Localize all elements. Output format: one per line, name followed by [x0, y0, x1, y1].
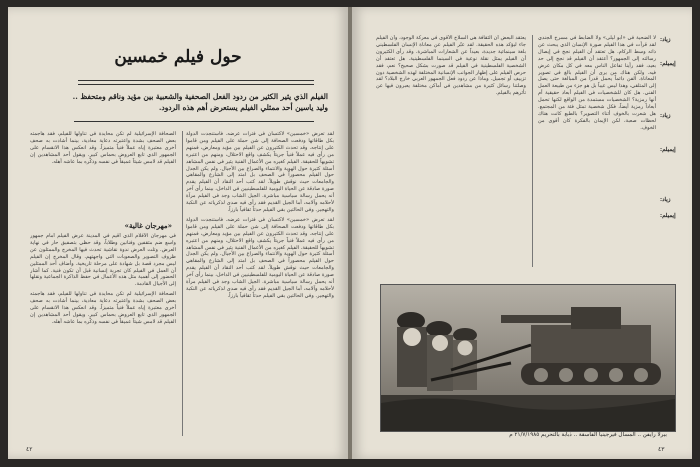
right-page-column-left: يعتقد البعض أن الثقافة هي السلاح الأقوى في معركة الوجود، وأن الفيلم جاء ليؤكد هذه الحقيقة. لقد عبّر الفيلم عن معاناة الإنسان الفلسطيني بلغة سينمائية جديدة، بعيداً عن الشعارات المباشرة. وقد رأى الكثيرون أن الفيلم يمثل نقلة نوعية في السينما الفلسطينية. هل تعتقد أن الشخصية الفلسطينية في الفيلم قد صورت بشكل صحيح؟ نعم، فقد حرص الفيلم على إظهار الجوانب الإنسانية المختلفة لهذه الشخصية دون تزييف أو تجميل. وماذا عن ردود فعل الجمهور العربي خارج البلاد؟ لقد وصلتنا رسائل كثيرة من مشاهدين في أماكن مختلفة يعبرون فيها عن تأثرهم بالفيلم. [376, 35, 526, 97]
left-page [8, 7, 348, 459]
right-page-column-right: لا الضحية في «أبو ليلى» ولا الضابط في مسرح الجندي لقد قرأت في هذا الفيلم صورة الإنسان الذي يبحث عن ذاته وسط الركام. هل تعتقد أن الفيلم نجح في إيصال رسالته إلى الجمهور؟ أعتقد أن الفيلم قد نجح إلى حد بعيد، فقد رأينا تفاعل الناس معه في كل مكان عرض فيه. ولكن هناك من يرى أن الفيلم بالغ في تصوير المعاناة. الفن دائماً يحمل قدراً من المبالغة حتى يصل إلى المتلقي، وهذا ليس عيباً بل هو جزء من طبيعة العمل الفني. هل كان للشخصيات في الفيلم أبعاد حقيقية أم أنها رمزية؟ الشخصيات مستمدة من الواقع لكنها تحمل أبعاداً رمزية أيضاً، فكل شخصية تمثل فئة من المجتمع. هل شعرت بالخوف أثناء التصوير؟ بالطبع كانت هناك لحظات صعبة، لكن الإيمان بالفكرة كان أقوى من الخوف. [538, 35, 656, 131]
left-page-column-left-top: الصحافة الإسرائيلية لم تكن محايدة في تناولها للفيلم، فقد هاجمته بعض الصحف بشدة واعتبرته دعاية معادية، بينما أشادت به صحف أخرى معتبرة إياه عملاً فنياً متميزاً. وقد انعكس هذا الانقسام على الجمهور الذي تابع العروض بحماس كبير. ويقول أحد المشاهدين إن الفيلم قد لامس شيئاً عميقاً في نفسه وذكّره بما عاشه أهله. [30, 131, 176, 165]
film-still-photo [380, 284, 676, 432]
section-subhead: «مهرجان غالية» [124, 221, 172, 230]
column-divider [182, 131, 183, 436]
right-page [352, 7, 692, 459]
article-intro: الفيلم الذي يثير الكثير من ردود الفعل الصحفية والشعبية بين مؤيد وناقم ومتحفظ .. وليد ياسين أحد ممثلي الفيلم يستعرض أهم هذه الردود. [72, 92, 328, 112]
photo-caption: بيرلا رايفن .. المسال فيرجينيا الفاسقة .. ذبابة بالتحريم ٢١/٧/١٩٨٥ م [509, 432, 667, 438]
intro-rule [74, 121, 314, 122]
column-divider [532, 35, 533, 267]
film-still-illustration [381, 285, 675, 431]
speaker-label: إيميلم: [660, 147, 676, 153]
speaker-label: زياد: [660, 113, 671, 119]
left-page-column-left-bottom: في مهرجان الأفلام الذي أقيم في المدينة عرض الفيلم أمام جمهور واسع ضم مثقفين وفنانين وطلاباً، وقد حظي بتصفيق حار في نهاية العرض. وتلت العرض ندوة نقاشية تحدث فيها المخرج والممثلون عن ظروف التصوير والصعوبات التي واجهتهم. وقال المخرج إن الفيلم ليس مجرد قصة بل شهادة على مرحلة تاريخية. وأضاف أحد الممثلين أن العمل في الفيلم كان تجربة إنسانية قبل أن تكون فنية. كما أشار الحضور إلى أهمية مثل هذه الأعمال في حفظ الذاكرة الجماعية ونقلها إلى الأجيال القادمة. الصحافة الإسرائيلية لم تكن محايدة في تناولها للفيلم، فقد هاجمته بعض الصحف بشدة واعتبرته دعاية معادية، بينما أشادت به صحف أخرى معتبرة إياه عملاً فنياً متميزاً. وقد انعكس هذا الانقسام على الجمهور الذي تابع العروض بحماس كبير. ويقول أحد المشاهدين إن الفيلم قد لامس شيئاً عميقاً في نفسه وذكّره بما عاشه أهله. [30, 233, 176, 325]
page-number-right: ٤٣ [658, 446, 665, 453]
title-rule-bottom [78, 84, 314, 85]
speaker-label: إيميلم: [660, 61, 676, 67]
left-page-column-right: لقد تعرض «خمسين» لاكتسان في فترات عرضه. فاستنجدت الدولة بكل طاقاتها ودفعت الصحافة إلى شن حملة على الفيلم ومن قاموا على إنتاجه. وقد تحدث الكثيرون عن الفيلم بين مؤيد ومعارض، فمنهم من رأى فيه عملاً فنياً جريئاً يكشف واقع الاحتلال، ومنهم من اعتبره تشويهاً للحقيقة. الفيلم كغيره من الأعمال الفنية يثير في نفس المشاهد أسئلة كثيرة حول الهوية والانتماء والصراع بين الأجيال. ولم يكن الجدل حول الفيلم محصوراً في الصحف بل امتد إلى الشارع والمقاهي والجامعات حيث نوقش طويلاً. لقد كتب أحد النقاد أن الفيلم يقدم صورة صادقة عن الحياة اليومية للفلسطينيين في الداخل، بينما رأى آخر أنه يحمل رسالة سياسية مباشرة. الجيل الشاب وجد في الفيلم مرآة لأحلامه وآلامه، أما الجيل القديم فقد رأى فيه صدى لذكرياته عن النكبة والتهجير. وفي الحالتين بقي الفيلم حدثاً ثقافياً بارزاً. لقد تعرض «خمسين» لاكتسان في فترات عرضه. فاستنجدت الدولة بكل طاقاتها ودفعت الصحافة إلى شن حملة على الفيلم ومن قاموا على إنتاجه. وقد تحدث الكثيرون عن الفيلم بين مؤيد ومعارض، فمنهم من رأى فيه عملاً فنياً جريئاً يكشف واقع الاحتلال، ومنهم من اعتبره تشويهاً للحقيقة. الفيلم كغيره من الأعمال الفنية يثير في نفس المشاهد أسئلة كثيرة حول الهوية والانتماء والصراع بين الأجيال. ولم يكن الجدل حول الفيلم محصوراً في الصحف بل امتد إلى الشارع والمقاهي والجامعات حيث نوقش طويلاً. لقد كتب أحد النقاد أن الفيلم يقدم صورة صادقة عن الحياة اليومية للفلسطينيين في الداخل، بينما رأى آخر أنه يحمل رسالة سياسية مباشرة. الجيل الشاب وجد في الفيلم مرآة لأحلامه وآلامه، أما الجيل القديم فقد رأى فيه صدى لذكرياته عن النكبة والتهجير. وفي الحالتين بقي الفيلم حدثاً ثقافياً بارزاً. [186, 131, 334, 299]
page-number-left: ٤٢ [26, 446, 33, 453]
article-title: حول فيلم خمسين [114, 47, 242, 67]
speaker-label: إيميلم: [660, 213, 676, 219]
speaker-label: زياد: [660, 197, 671, 203]
title-rule-top [78, 80, 314, 81]
speaker-label: زياد: [660, 37, 671, 43]
